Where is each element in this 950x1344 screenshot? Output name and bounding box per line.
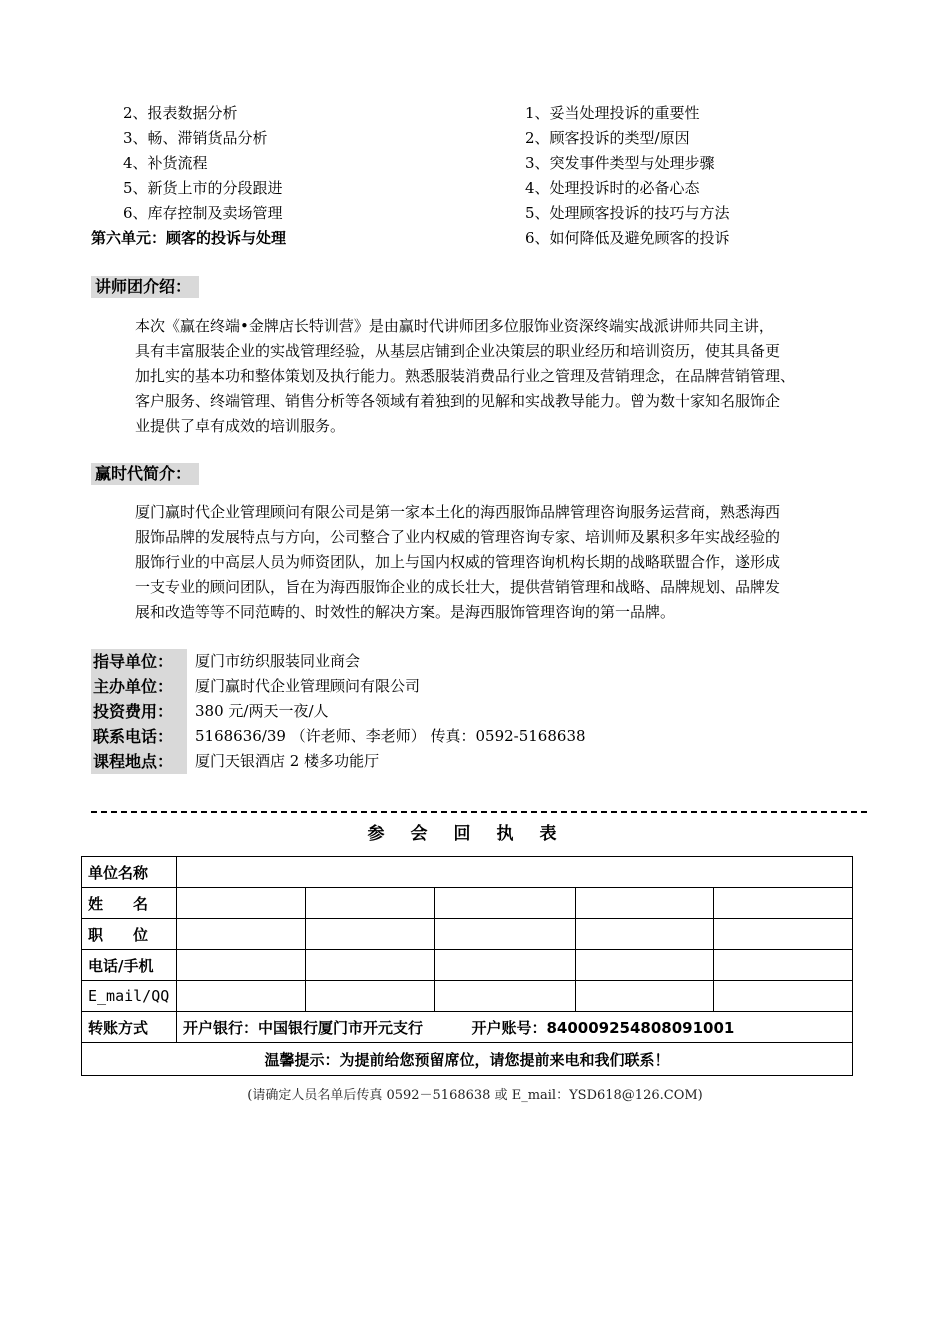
paragraph-line: 厦门赢时代企业管理顾问有限公司是第一家本土化的海西服饰品牌管理咨询服务运营商，熟悉海西 xyxy=(135,503,781,521)
paragraph-line: 展和改造等等不同范畴的、时效性的解决方案。是海西服饰管理咨询的第一品牌。 xyxy=(135,603,676,621)
venue-label: 课程地点： xyxy=(91,749,187,774)
name-input[interactable] xyxy=(306,888,435,919)
list-item: 3、畅、滞销货品分析 xyxy=(123,129,268,147)
table-row xyxy=(82,981,853,1012)
table-row xyxy=(82,888,853,919)
list-item: 6、库存控制及卖场管理 xyxy=(123,204,283,222)
table-row xyxy=(82,1012,853,1043)
bank-info xyxy=(177,1012,853,1043)
company-heading: 赢时代简介： xyxy=(91,463,199,485)
guide-label: 指导单位： xyxy=(91,649,187,674)
guide-value: 厦门市纺织服装同业商会 xyxy=(195,652,361,670)
phone-input[interactable] xyxy=(435,950,576,981)
list-item: 5、处理顾客投诉的技巧与方法 xyxy=(525,204,730,222)
position-input[interactable] xyxy=(177,919,306,950)
phone-row xyxy=(91,724,586,749)
email-qq-label: E_mail/QQ xyxy=(82,981,177,1012)
venue-row xyxy=(91,749,586,774)
paragraph-line: 客户服务、终端管理、销售分析等各领域有着独到的见解和实战教导能力。曾为数十家知名服饰企 xyxy=(135,392,781,410)
fee-value: 380 元/两天一夜/人 xyxy=(195,702,329,720)
list-item: 5、新货上市的分段跟进 xyxy=(123,179,283,197)
position-input[interactable] xyxy=(576,919,714,950)
fee-row xyxy=(91,699,586,724)
email-input[interactable] xyxy=(306,981,435,1012)
table-row xyxy=(82,919,853,950)
phone-label: 联系电话： xyxy=(91,724,187,749)
name-input[interactable] xyxy=(714,888,853,919)
name-label: 姓 名 xyxy=(82,888,177,919)
agenda-left-list xyxy=(123,101,283,226)
email-input[interactable] xyxy=(714,981,853,1012)
position-input[interactable] xyxy=(435,919,576,950)
host-value: 厦门赢时代企业管理顾问有限公司 xyxy=(195,677,421,695)
paragraph-line: 加扎实的基本功和整体策划及执行能力。熟悉服装消费品行业之管理及营销理念，在品牌营销管理、 xyxy=(135,367,796,385)
paragraph-line: 服饰行业的中高层人员为师资团队，加上与国内权威的管理咨询机构长期的战略联盟合作，遂形成 xyxy=(135,553,781,571)
list-item: 1、妥当处理投诉的重要性 xyxy=(525,104,700,122)
account-text: 开户账号：840009254808091001 xyxy=(471,1018,735,1037)
phone-input[interactable] xyxy=(177,950,306,981)
paragraph-line: 业提供了卓有成效的培训服务。 xyxy=(135,417,346,435)
position-input[interactable] xyxy=(306,919,435,950)
table-row xyxy=(82,950,853,981)
host-label: 主办单位： xyxy=(91,674,187,699)
lecturers-heading: 讲师团介绍： xyxy=(91,276,199,298)
name-input[interactable] xyxy=(177,888,306,919)
table-row xyxy=(82,857,853,888)
list-item: 3、突发事件类型与处理步骤 xyxy=(525,154,715,172)
unit-name-input[interactable] xyxy=(177,857,853,888)
fee-label: 投资费用： xyxy=(91,699,187,724)
list-item: 4、补货流程 xyxy=(123,154,208,172)
paragraph-line: 本次《赢在终端•金牌店长特训营》是由赢时代讲师团多位服饰业资深终端实战派讲师共同主讲， xyxy=(135,317,774,335)
form-title: 参会回执表 xyxy=(367,824,583,844)
transfer-label: 转账方式 xyxy=(82,1012,177,1043)
footnote: (请确定人员名单后传真 0592－5168638 或 E_mail：YSD618@126.COM) xyxy=(247,1088,703,1103)
phone-input[interactable] xyxy=(306,950,435,981)
position-input[interactable] xyxy=(714,919,853,950)
agenda-right-list xyxy=(525,101,730,251)
name-input[interactable] xyxy=(576,888,714,919)
paragraph-line: 服饰品牌的发展特点与方向，公司整合了业内权威的管理咨询专家、培训师及累积多年实战经验的 xyxy=(135,528,781,546)
phone-input[interactable] xyxy=(576,950,714,981)
list-item: 2、顾客投诉的类型/原因 xyxy=(525,129,690,147)
unit-name-label: 单位名称 xyxy=(82,857,177,888)
email-input[interactable] xyxy=(435,981,576,1012)
table-row xyxy=(82,1043,853,1076)
registration-form-table xyxy=(81,856,853,1076)
phone-mobile-label: 电话/手机 xyxy=(82,950,177,981)
host-row xyxy=(91,674,586,699)
phone-value: 5168636/39 （许老师、李老师） 传真：0592-5168638 xyxy=(195,727,586,745)
venue-value: 厦门天银酒店 2 楼多功能厅 xyxy=(195,752,380,770)
name-input[interactable] xyxy=(435,888,576,919)
email-input[interactable] xyxy=(576,981,714,1012)
cut-line-divider xyxy=(91,811,867,813)
event-info xyxy=(91,649,586,774)
unit-six-heading: 第六单元：顾客的投诉与处理 xyxy=(91,229,287,247)
list-item: 2、报表数据分析 xyxy=(123,104,238,122)
company-paragraph xyxy=(135,500,875,625)
bank-text: 开户银行：中国银行厦门市开元支行 xyxy=(183,1018,424,1037)
guide-row xyxy=(91,649,586,674)
position-label: 职 位 xyxy=(82,919,177,950)
paragraph-line: 一支专业的顾问团队，旨在为海西服饰企业的成长壮大，提供营销管理和战略、品牌规划、品牌发 xyxy=(135,578,781,596)
list-item: 6、如何降低及避免顾客的投诉 xyxy=(525,229,730,247)
list-item: 4、处理投诉时的必备心态 xyxy=(525,179,700,197)
tip-text: 温馨提示：为提前给您预留席位，请您提前来电和我们联系！ xyxy=(82,1043,853,1076)
paragraph-line: 具有丰富服装企业的实战管理经验，从基层店铺到企业决策层的职业经历和培训资历，使其具备更 xyxy=(135,342,781,360)
lecturers-paragraph xyxy=(135,314,875,439)
email-input[interactable] xyxy=(177,981,306,1012)
phone-input[interactable] xyxy=(714,950,853,981)
